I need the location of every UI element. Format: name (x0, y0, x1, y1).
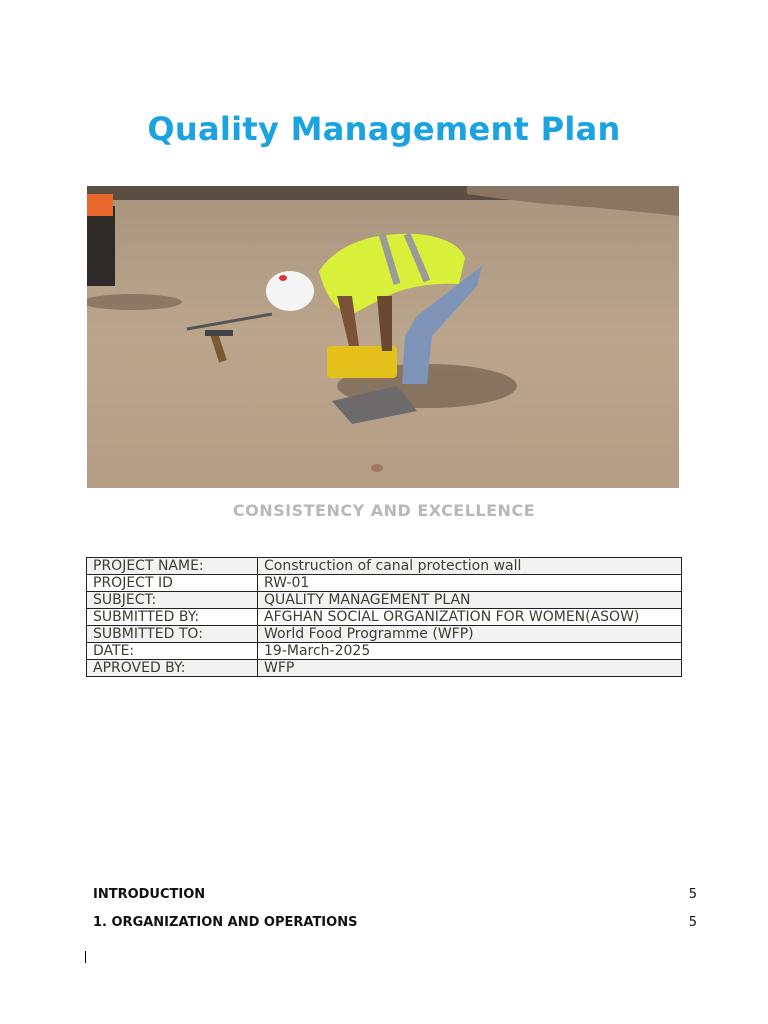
row-label: SUBMITTED BY: (87, 609, 258, 626)
row-label: APROVED BY: (87, 660, 258, 677)
row-value: QUALITY MANAGEMENT PLAN (258, 592, 682, 609)
table-row (87, 643, 682, 660)
table-row (87, 660, 682, 677)
row-label: SUBMITTED TO: (87, 626, 258, 643)
photo-rock (371, 464, 383, 472)
toc-entry-page: 5 (688, 887, 697, 902)
project-info-table (86, 557, 682, 677)
photo-hammer-grip (205, 330, 233, 336)
toc-entry-organization[interactable] (93, 915, 697, 930)
toc-entry-title: 1. ORGANIZATION AND OPERATIONS (93, 915, 358, 930)
row-label: DATE: (87, 643, 258, 660)
photo-helmet-logo (279, 275, 287, 281)
table-row (87, 575, 682, 592)
toc-entry-page: 5 (688, 915, 697, 930)
tagline: CONSISTENCY AND EXCELLENCE (232, 501, 536, 520)
table-row (87, 626, 682, 643)
row-value: WFP (258, 660, 682, 677)
toc-entry-introduction[interactable] (93, 887, 697, 902)
row-label: PROJECT NAME: (87, 558, 258, 575)
row-value: 19-March-2025 (258, 643, 682, 660)
photo-person-left-vest (87, 194, 113, 216)
row-value: World Food Programme (WFP) (258, 626, 682, 643)
row-value: AFGHAN SOCIAL ORGANIZATION FOR WOMEN(ASOW) (258, 609, 682, 626)
photo-worker-helmet (266, 271, 314, 311)
row-label: PROJECT ID (87, 575, 258, 592)
document-title: Quality Management Plan (147, 110, 621, 148)
text-cursor (85, 951, 86, 963)
table-row (87, 609, 682, 626)
photo-person-left-leg (87, 206, 115, 286)
toc-entry-title: INTRODUCTION (93, 887, 206, 902)
table-row (87, 592, 682, 609)
table-row (87, 558, 682, 575)
cover-photo (87, 186, 679, 488)
row-value: RW-01 (258, 575, 682, 592)
row-label: SUBJECT: (87, 592, 258, 609)
row-value: Construction of canal protection wall (258, 558, 682, 575)
